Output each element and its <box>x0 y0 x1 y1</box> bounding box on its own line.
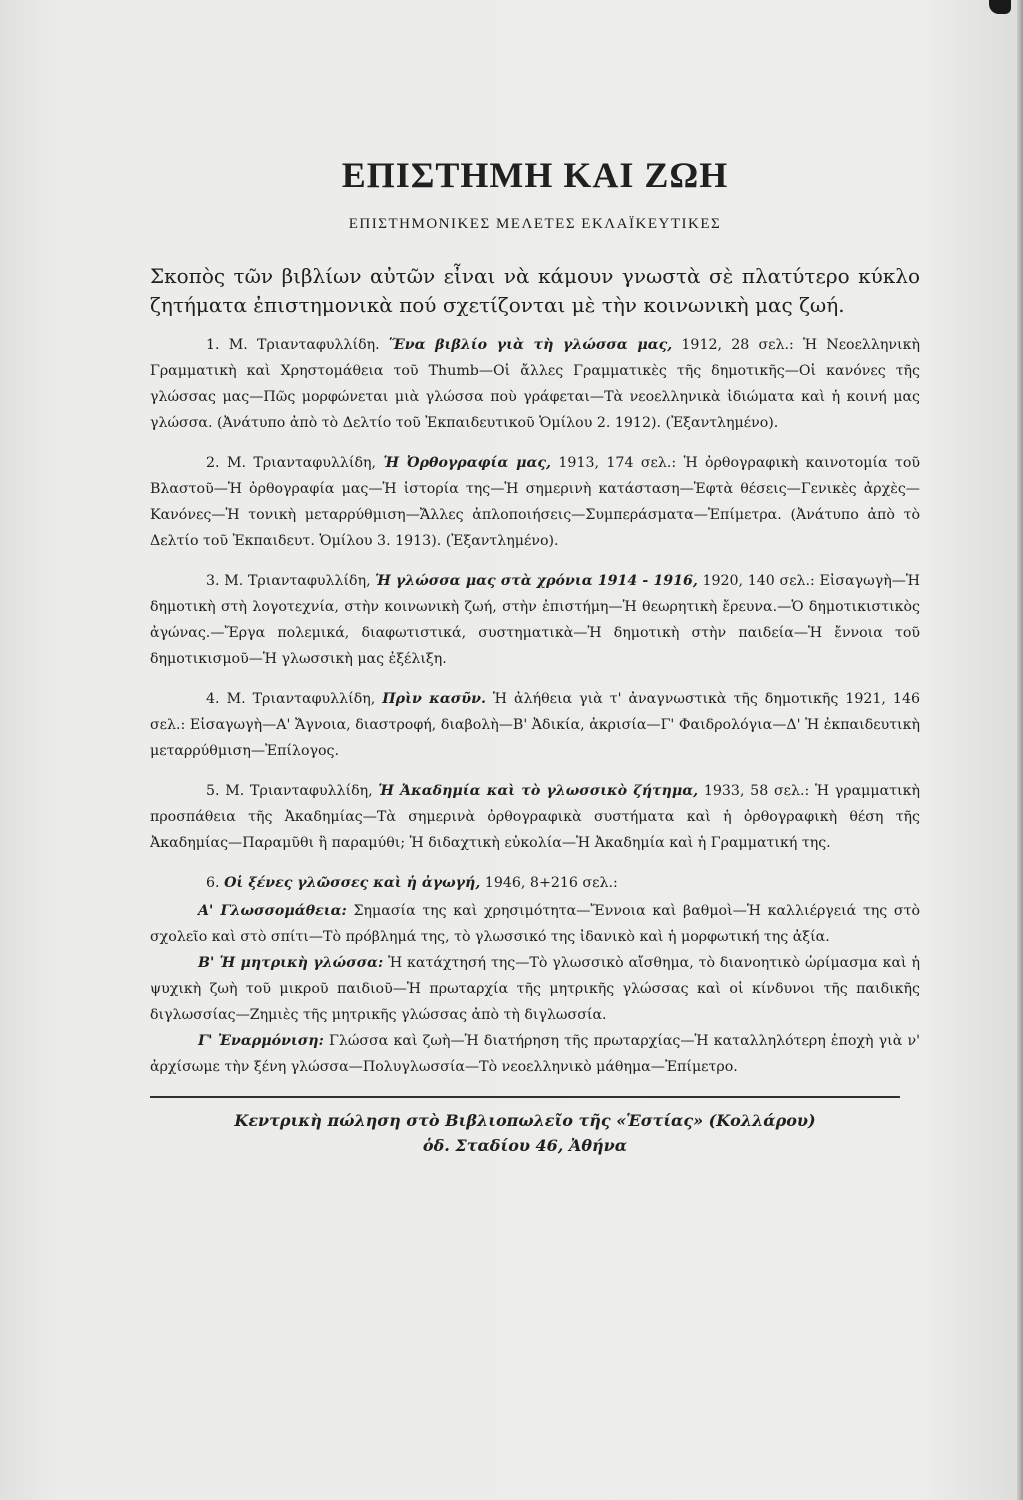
book-entry-6 <box>150 870 920 896</box>
book-entry-1 <box>150 332 920 436</box>
book-entry-2 <box>150 450 920 554</box>
footer-line-2: ὁδ. Σταδίου 46, Ἀθήνα <box>422 1136 628 1155</box>
entry-details: 1912, 28 σελ.: Ἡ Νεοελληνικὴ Γραμματικὴ καὶ Χρηστομάθεια τοῦ Thumb—Οἱ ἄλλες Γραμματικὲς τῆς δημοτικῆς—Οἱ κανόνες τῆς γλώσσας μας—Πῶς μορφώνεται μιὰ γλώσσα ποὺ γράφεται—Τὰ νεοελληνικὰ ἰδιώματα καὶ ἡ κοινή μας γλώσσα. (Ἀνάτυπο ἀπὸ τὸ Δελτίο τοῦ Ἐκπαιδευτικοῦ Ὁμίλου 2. 1912). (Ἐξαντλημένο). <box>150 337 920 431</box>
section-label: Α' Γλωσσομάθεια: <box>198 903 347 919</box>
book-entry-3 <box>150 568 920 672</box>
entry-details: 1933, 58 σελ.: Ἡ γραμματικὴ προσπάθεια τῆς Ἀκαδημίας—Τὰ σημερινὰ ὀρθογραφικὰ συστήματα καὶ ἡ ὀρθογραφικὴ θέση τῆς Ἀκαδημίας—Παραμῦθι ἢ παραμύθι; Ἡ διδαχτικὴ εὐκολία—Ἡ Ἀκαδημία καὶ ἡ Γραμματική της. <box>150 783 920 851</box>
entry-author: Μ. Τριανταφυλλίδη, <box>226 691 376 707</box>
series-title: ΕΠΙΣΤΗΜΗ ΚΑΙ ΖΩΗ <box>341 155 729 195</box>
entry-details: Ἡ ἀλήθεια γιὰ τ' ἀναγνωστικὰ τῆς δημοτικῆς 1921, 146 σελ.: Εἰσαγωγὴ—Α' Ἄγνοια, διαστροφή, διαβολὴ—Β' Ἀδικία, ἀκρισία—Γ' Φαιδρολόγια—Δ' Ἡ ἐκπαιδευτικὴ μεταρρύθμιση—Ἐπίλογος. <box>150 691 921 759</box>
section-label: Γ' Ἐναρμόνιση: <box>198 1033 324 1049</box>
entry-details: 1946, 8+216 σελ.: <box>484 875 618 891</box>
entry-details: 1913, 174 σελ.: Ἡ ὀρθογραφικὴ καινοτομία τοῦ Βλαστοῦ—Ἡ ὀρθογραφία μας—Ἡ ἱστορία της—Ἡ σημερινὴ κατάσταση—Ἑφτὰ θέσεις—Γενικὲς ἀρχὲς—Κανόνες—Ἡ τονικὴ μεταρρύθμιση—Ἄλλες ἁπλοποιήσεις—Συμπεράσματα—Ἐπίμετρα. (Ἀνάτυπο ἀπὸ τὸ Δελτίο τοῦ Ἐκπαιδευτ. Ὁμίλου 3. 1913). (Ἐξαντλημένο). <box>150 455 921 549</box>
entry-number: 4. <box>206 691 220 707</box>
entry-title: Ἡ γλώσσα μας στὰ χρόνια 1914 - 1916, <box>375 573 698 589</box>
entry-number: 1. <box>206 337 220 353</box>
entry-author: Μ. Τριανταφυλλίδη, <box>224 573 371 589</box>
entry-number: 5. <box>206 783 220 799</box>
entry-title: Οἱ ξένες γλῶσσες καὶ ἡ ἀγωγή, <box>224 875 481 891</box>
book-entry-4 <box>150 686 920 764</box>
section-text: Σημασία της καὶ χρησιμότητα—Ἔννοια καὶ βαθμοὶ—Ἡ καλλιέργειά της στὸ σχολεῖο καὶ στὸ σπίτι—Τὸ πρόβλημά της, τὸ γλωσσικό της ἰδανικὸ καὶ ἡ μορφωτική της ἀξία. <box>150 903 920 945</box>
publisher-footer <box>150 1108 900 1158</box>
entry-title: Ἕνα βιβλίο γιὰ τὴ γλώσσα μας, <box>388 337 673 353</box>
book-entry-5 <box>150 778 920 856</box>
entry-title: Ἡ Ἀκαδημία καὶ τὸ γλωσσικὸ ζήτημα, <box>378 783 699 799</box>
entry-number: 3. <box>206 573 220 589</box>
corner-mark <box>989 0 1011 14</box>
entry-number: 6. <box>206 875 220 891</box>
entry-author: Μ. Τριανταφυλλίδη, <box>225 783 373 799</box>
book-list <box>150 332 920 1080</box>
footer-line-1: Κεντρικὴ πώληση στὸ Βιβλιοπωλεῖο τῆς «Ἑστίας» (Κολλάρου) <box>234 1111 816 1130</box>
section-label: Β' Ἡ μητρικὴ γλώσσα: <box>198 955 384 971</box>
book-6-section-a <box>150 898 920 950</box>
section-text: Ἡ κατάχτησή της—Τὸ γλωσσικὸ αἴσθημα, τὸ διανοητικὸ ὡρίμασμα καὶ ἡ ψυχικὴ ζωὴ τοῦ μικροῦ παιδιοῦ—Ἡ πρωταρχία τῆς μητρικῆς γλώσσας καὶ οἱ κίνδυνοι τῆς παιδικῆς διγλωσσίας—Ζημιὲς τῆς μητρικῆς γλώσσας ἀπὸ τὴ διγλωσσία. <box>150 955 921 1023</box>
book-6-section-b <box>150 950 920 1028</box>
entry-details: 1920, 140 σελ.: Εἰσαγωγὴ—Ἡ δημοτικὴ στὴ λογοτεχνία, στὴν κοινωνικὴ ζωή, στὴν ἐπιστήμη—Ἡ θεωρητικὴ ἔρευνα.—Ὁ δημοτικιστικὸς ἀγώνας.—Ἔργα πολεμικά, διαφωτιστικά, συστηματικὰ—Ἡ δημοτικὴ στὴν παιδεία—Ἡ ἔννοια τοῦ δημοτικισμοῦ—Ἡ γλωσσικὴ μας ἐξέλιξη. <box>150 573 920 667</box>
section-text: Γλώσσα καὶ ζωὴ—Ἡ διατήρηση τῆς πρωταρχίας—Ἡ καταλληλότερη ἐποχὴ γιὰ ν' ἀρχίσωμε τὴν ξένη γλώσσα—Πολυγλωσσία—Τὸ νεοελληνικὸ μάθημα—Ἐπίμετρο. <box>150 1033 920 1075</box>
footer-divider <box>150 1096 900 1098</box>
page-edge-shadow <box>1017 0 1023 1500</box>
entry-author: Μ. Τριανταφυλλίδη, <box>226 455 377 471</box>
entry-title: Ἡ Ὀρθογραφία μας, <box>383 455 551 471</box>
intro-paragraph: Σκοπὸς τῶν βιβλίων αὐτῶν εἶναι νὰ κάμουν γνωστὰ σὲ πλατύτερο κύκλο ζητήματα ἐπιστημονικὰ πού σχετίζονται μὲ τὴν κοινωνικὴ μας ζωή. <box>150 264 920 317</box>
book-6-section-c <box>150 1028 920 1080</box>
entry-number: 2. <box>206 455 220 471</box>
entry-author: Μ. Τριανταφυλλίδη. <box>228 337 380 353</box>
page-content <box>150 150 920 1158</box>
series-subtitle: ΕΠΙΣΤΗΜΟΝΙΚΕΣ ΜΕΛΕΤΕΣ ΕΚΛΑΪΚΕΥΤΙΚΕΣ <box>348 216 722 232</box>
entry-title: Πρὶν κασῦν. <box>382 691 486 707</box>
